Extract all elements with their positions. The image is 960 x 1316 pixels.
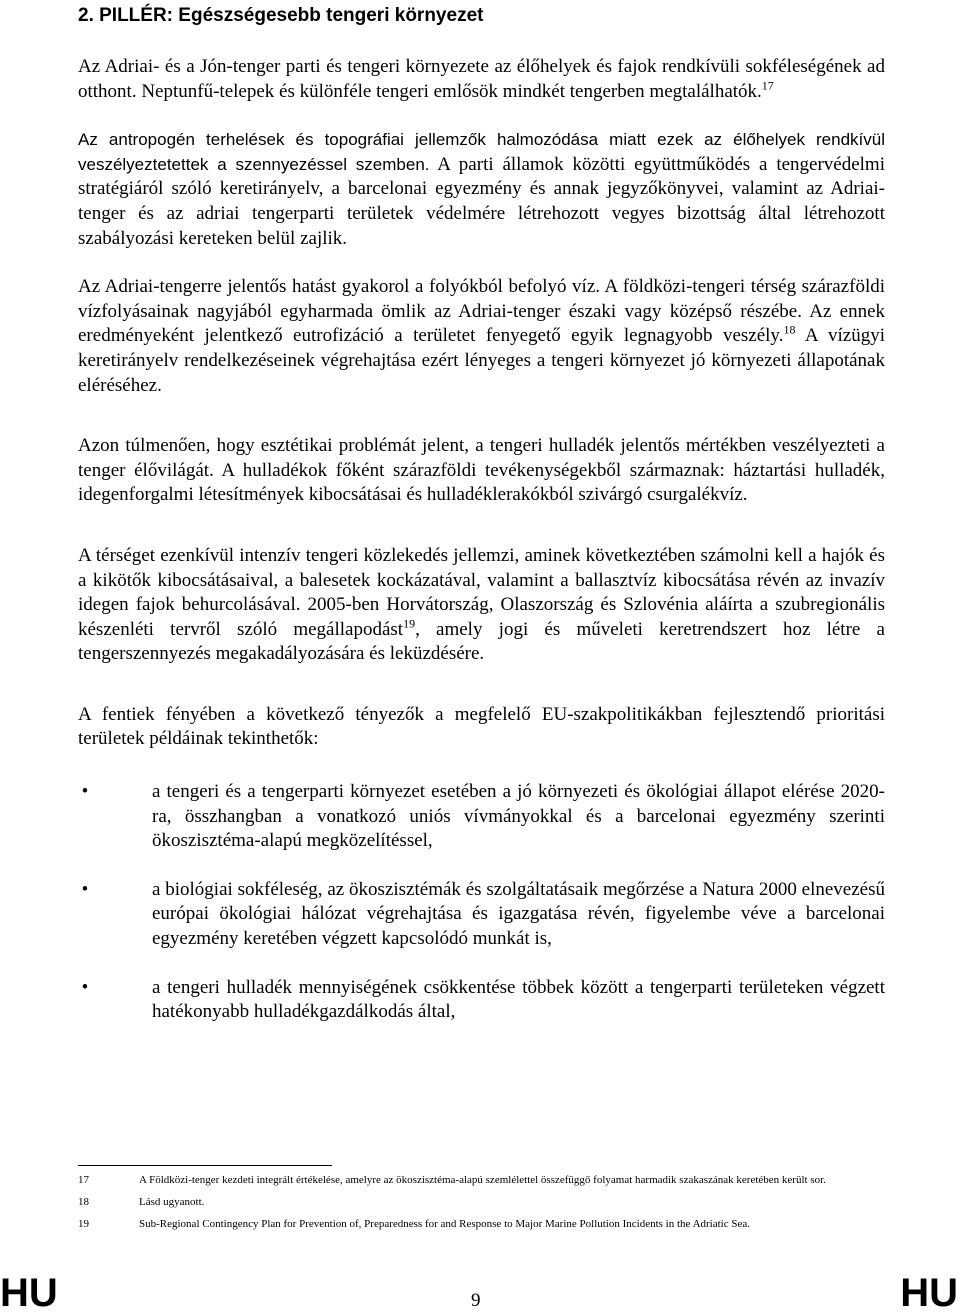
list-item xyxy=(78,878,885,952)
paragraph-text: A parti államok közötti együttműködés a tengervédelmi stratégiáról szóló keretirányelv, a barcelonai egyezmény és annak jegyzőkönyvei, valamint az Adriai-tenger és az adriai tengerparti területek védelmére létrehozott vegyes bizottság által létrehozott szabályozási kereteken belül zajlik. xyxy=(78,153,885,249)
paragraph-marine-litter xyxy=(78,434,885,508)
paragraph-text: A térséget ezenkívül intenzív tengeri közlekedés jellemzi, aminek következtében számolni kell a hajók és a kikötők kibocsátásaival, a balesetek kockázatával, valamint a ballasztvíz kibocsátása révén az invazív idegen fajok behurcolásával. 2005-ben Horvátország, Olaszország és Szlovénia aláírta a szubregionális készenléti tervről szóló megállapodást xyxy=(78,544,885,640)
footnotes xyxy=(78,1173,898,1239)
footnote-text: A Földközi-tenger kezdeti integrált értékelése, amelyre az ökoszisztéma-alapú szemlélettel összefüggő folyamat harmadik szakaszának keretében került sor. xyxy=(139,1174,826,1186)
list-item-text: a biológiai sokféleség, az ökoszisztémák és szolgáltatásaik megőrzése a Natura 2000 elnevezésű európai ökológiai hálózat végrehajtása és igazgatása révén, figyelembe véve a barcelonai egyezmény keretében végzett kapcsolódó munkát is, xyxy=(152,878,885,950)
paragraph-rivers xyxy=(78,275,885,398)
footnote-number: 18 xyxy=(78,1196,89,1208)
footnote-text: Lásd ugyanott. xyxy=(139,1196,205,1208)
footnote-ref[interactable]: 18 xyxy=(783,323,796,338)
footnote-18 xyxy=(78,1195,898,1209)
footnote-ref[interactable]: 19 xyxy=(403,616,416,631)
section-heading: 2. PILLÉR: Egészségesebb tengeri környezet xyxy=(78,5,484,26)
bullet-icon: • xyxy=(81,781,89,803)
paragraph-text: A vízügyi keretirányelv rendelkezéseinek végrehajtása ezért lényeges a tengeri környezet jó környezeti állapotának eléréséhez. xyxy=(78,325,885,396)
paragraph-text: Az antropogén terhelések és topográfiai jellemzők halmozódása miatt ezek az élőhelyek rendkívül veszélyeztetettek a szennyezéssel szemben. xyxy=(78,130,885,174)
footnote-text: Sub-Regional Contingency Plan for Prevention of, Preparedness for and Response to Major Marine Pollution Incidents in the Adriatic Sea. xyxy=(139,1218,750,1230)
paragraph-text: Az Adriai- és a Jón-tenger parti és tengeri környezete az élőhelyek és fajok rendkívüli sokféleségének ad otthont. Neptunfű-telepek és különféle tengeri emlősök mindkét tengerben megtalálhatók. xyxy=(78,56,885,102)
paragraph-text: , amely jogi és műveleti keretrendszert hoz létre a tengerszennyezés megakadályozására és leküzdésére. xyxy=(78,618,885,665)
paragraph-text: Azon túlmenően, hogy esztétikai problémát jelent, a tengeri hulladék jelentős mértékben veszélyezteti a tenger élővilágát. A hulladékok főként szárazföldi tevékenységekből származnak: háztartási hulladék, idegenforgalmi létesítmények kibocsátásai és hulladéklerakókból szivárgó csurgalékvíz. xyxy=(78,435,885,506)
language-code-right: HU xyxy=(900,1271,958,1315)
language-code-left: HU xyxy=(0,1271,58,1315)
paragraph-priorities-intro xyxy=(78,703,885,752)
footnote-number: 19 xyxy=(78,1218,89,1230)
list-item-text: a tengeri hulladék mennyiségének csökkentése többek között a tengerparti területeken végzett hatékonyabb hulladékgazdálkodás által, xyxy=(152,976,885,1023)
footnote-17 xyxy=(78,1173,898,1187)
footnote-number: 17 xyxy=(78,1174,89,1186)
bullet-icon: • xyxy=(81,878,89,900)
paragraph-habitats xyxy=(78,55,885,104)
page-number: 9 xyxy=(471,1290,481,1311)
paragraph-text: A fentiek fényében a következő tényezők a megfelelő EU-szakpolitikákban fejlesztendő prioritási területek példáinak tekinthetők: xyxy=(78,703,885,750)
bullet-icon: • xyxy=(81,976,89,998)
footnote-ref[interactable]: 17 xyxy=(761,78,774,93)
list-item xyxy=(78,780,885,854)
paragraph-pressures xyxy=(78,128,885,251)
list-item-text: a tengeri és a tengerparti környezet esetében a jó környezeti és ökológiai állapot elérése 2020-ra, összhangban a vonatkozó uniós vívmányokkal és a barcelonai egyezmény szerinti ökoszisztéma-alapú megközelítéssel, xyxy=(152,781,885,852)
footnote-19 xyxy=(78,1217,898,1231)
list-item xyxy=(78,976,885,1025)
paragraph-text: Az Adriai-tengerre jelentős hatást gyakorol a folyókból befolyó víz. A földközi-tengeri térség szárazföldi vízfolyásainak nagyjából egyharmada ömlik az Adriai-tenger északi vagy középső részébe. Az ennek eredményeként jelentkező eutrofizáció a területet fenyegető egyik legnagyobb veszély. xyxy=(78,276,885,347)
priority-list xyxy=(78,780,885,1025)
footnote-divider xyxy=(78,1165,332,1166)
document-body xyxy=(78,55,885,1049)
paragraph-maritime-traffic xyxy=(78,544,885,667)
